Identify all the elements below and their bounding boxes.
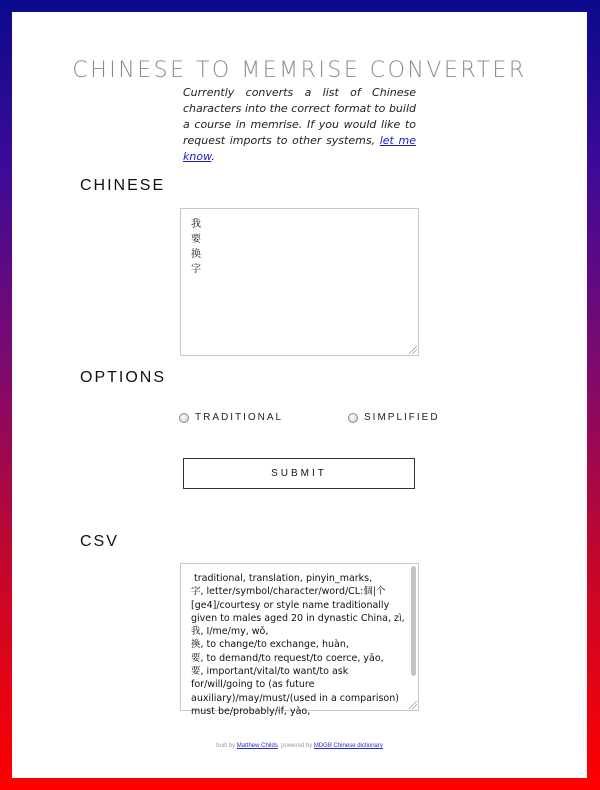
traditional-option[interactable] (179, 412, 283, 423)
chinese-input-line: 字 (191, 264, 201, 275)
footer-powered-by: , powered by (277, 743, 314, 749)
csv-section-label: CSV (80, 533, 119, 550)
chinese-input-line: 要 (191, 234, 201, 245)
simplified-option[interactable] (348, 412, 440, 423)
resize-grip-icon[interactable] (409, 701, 417, 709)
csv-scrollbar[interactable] (411, 566, 416, 676)
resize-grip-icon[interactable] (409, 346, 417, 354)
csv-output[interactable] (180, 563, 419, 717)
author-link[interactable]: Matthew Childs (236, 743, 278, 749)
chinese-input-line: 我 (191, 219, 201, 230)
simplified-radio[interactable] (348, 413, 358, 423)
traditional-radio[interactable] (179, 413, 189, 423)
options-section-label: OPTIONS (80, 369, 167, 386)
traditional-label: TRADITIONAL (195, 412, 284, 423)
footer (12, 743, 587, 749)
chinese-section-label: CHINESE (80, 177, 166, 194)
page (12, 12, 587, 778)
chinese-input-line: 换 (191, 249, 201, 260)
contact-link[interactable]: let me know (183, 134, 416, 163)
page-title: CHINESE TO MEMRISE CONVERTER (72, 58, 527, 83)
intro-suffix: . (211, 150, 215, 163)
intro-body: Currently converts a list of Chinese characters into the correct format to build a course in memrise. If you would like to request imports to other systems, (183, 86, 416, 147)
chinese-input[interactable] (180, 208, 419, 356)
simplified-label: SIMPLIFIED (364, 412, 440, 423)
csv-output-text: traditional, translation, pinyin_marks, 字, letter/symbol/character/word/CL:個|个[ge4]/courtesy or style name traditionally given to males aged 20 in dynastic China, zì, 我, I/me/my, wǒ, 換, to change/to exchange, huàn, 要, to demand/to request/to coerce, yāo, 要, important/vital/to want/to ask for/will/going to (as future auxiliary)/may/must/(used in a comparison) must be/probably/if, yào, (191, 573, 405, 717)
footer-built-by: built by (216, 743, 237, 749)
intro-text (183, 85, 416, 165)
submit-button[interactable]: SUBMIT (183, 458, 415, 489)
dictionary-link[interactable]: MDGB Chinese dictionary (313, 743, 383, 749)
